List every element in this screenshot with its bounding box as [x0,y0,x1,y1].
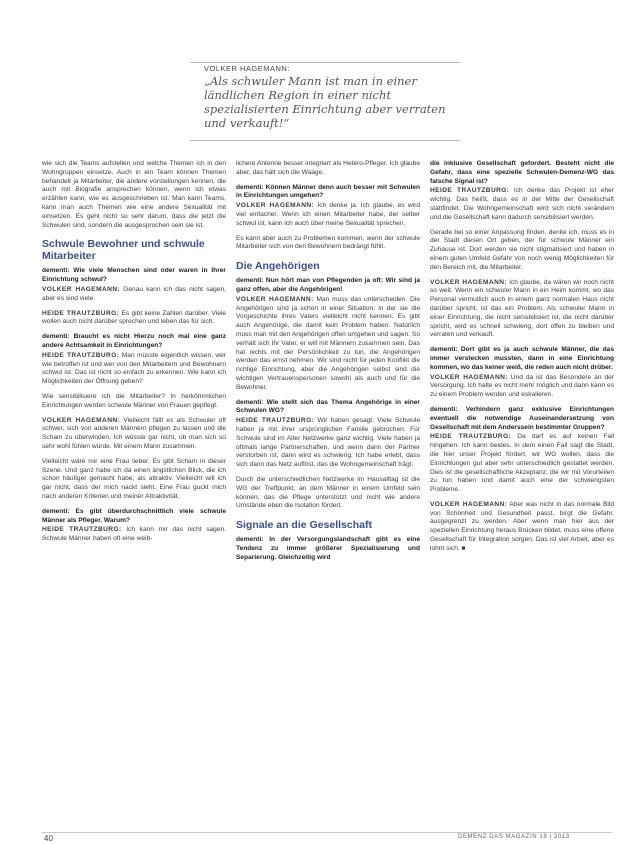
answer-text: Vielleicht fällt es als Schwuler oft schwer, sich von anderen Männern pflegen zu lassen und die Scham zu überwinden. Ich wüsste gar nicht, ob man sich so sehr wohl fühlen würde. Mit einem Mann zusammen. [42,416,226,450]
answer-text: Ich kann mir das nicht sagen. Schwule Männer haben oft eine weib- [42,526,227,543]
answer-text: Ich denke ja. Ich glaube, es wird viel einfacher. Wenn ich einen Mitarbeiter habe, der selber schwul ist, kann ich auch über meine Sexualität sprechen. [236,202,420,227]
interview-question: dementi: Dort gibt es ja auch schwule Männer, die das immer verstecken mussten, dann in eine Einrichtung kommen, wo das keiner weiß, die reden auch nicht drüber. [430,346,614,371]
interview-answer [430,501,614,554]
pullquote-top-rule [190,62,460,63]
section-heading: Signale an die Gesellschaft [236,519,372,532]
paragraph: lichere Antenne besser integriert als Hetero-Pfleger. Ich glaube aber, das hält sich die Waage. [236,160,420,176]
interview-answer [236,296,420,393]
section-heading: Schwule Bewohner und schwule Mitarbeiter [42,238,205,263]
speaker-name: VOLKER HAGEMANN: [430,278,507,286]
paragraph: Wie sensibilisiere ich die Mitarbeiter? In herkömmlichen Einrichtungen werden schwule Männer von Frauen gepflegt. [42,392,226,409]
answer-text: Man muss das unterscheiden. Die Angehörigen sind ja schon in einer Situation, in der sie die Vorgeschichte ihres Vaters vielleicht nicht kennen. Es gibt auch Angehörige, die damit kein Problem haben. Natürlich muss man mit den Angehörigen offen umgehen und sagen: So verhält sich Ihr Vater, er will mit Männern zusammen sein. Das hat nichts mit der Persönlichkeit zu tun, die Angehörigen werden das ernst nehmen. Wir sind nicht für jeden Konflikt die richtige Einrichtung, aber die Angehörigen selbst sind die wichtigen Vertrauenspersonen sowohl als auch und für die Bewohner. [236,295,420,391]
speaker-name: HEIDE TRAUTZBURG: [236,417,315,425]
interview-answer [42,310,226,328]
interview-answer [236,202,420,228]
interview-question: dementi: Wie viele Menschen sind oder waren in Ihrer Einrichtung schwul? [42,267,226,284]
speaker-name: VOLKER HAGEMANN: [236,295,314,303]
answer-text: Wir haben gesagt: Viele Schwule haben ja mit ihrer ursprünglichen Familie gebrochen. Für Schwule sind im Alter Netzwerke ganz wichtig. Viele haben ja oftmals lange Partnerschaften, und wenn dann der Partner verstorben ist, dann wird es schwierig. Ich habe erlebt, dass sich dann das Netz auflöst, das die Wohngemeinschaft trägt. [236,417,420,469]
speaker-name: HEIDE TRAUTZBURG: [42,526,122,534]
speaker-name: HEIDE TRAUTZBURG: [42,351,120,359]
answer-text: Ich glaube, da wären wir noch nicht so weit. Wenn ein schwuler Mann in ein Heim kommt, wo das Personal vermutlich auch in einem ganz normalen Haus nicht darüber spricht, ist das ein Problem. Als schwuler Mann in einer Einrichtung, die nicht sensibilisiert ist, die nicht darüber spricht, wird es schnell schwierig, dort offen zu bleiben und verraten und verkauft. [430,278,614,339]
paragraph: Durch die unterschiedlichen Netzwerke im Hausalltag ist die WG der Treffpunkt, an dem Männer in einem Umfeld sein können, das die Pflege unterstützt und nicht wie andere Umstände eben die Isolation fördert. [236,475,420,510]
column-left [42,160,226,550]
speaker-name: HEIDE TRAUTZBURG: [430,187,510,195]
section-heading: Die Angehörigen [236,260,320,273]
interview-question: dementi: Wie stellt sich das Thema Angehörige in einer Schwulen WG? [236,398,420,415]
answer-text: Man müsste eigentlich wissen, wer wie betroffen ist und wer von den Mitarbeitern und Bewohnern schwul ist. Das ist nicht so einfach zu erkennen. Wie kann ich Möglichkeiten der Öffnung geben? [42,351,226,386]
answer-text: Und da ist das Besondere an der Versorgung. Ich halte es nicht mehr möglich und dann kann es zu einem Problem werden und eskalieren. [430,373,614,399]
paragraph: Vielleicht wäre mir eine Frau lieber. Es gibt Scham in dieser Szene. Und ganz habe ich da einen ängstlichen Blick, die ich schon häufiger gemacht habe, als attraktiv. Vielleicht will ich gar nicht, dass der mich nackt sieht. Eine Frau guckt mich nach anderen Kriterien und meiner Attraktivität. [42,457,226,500]
speaker-name: VOLKER HAGEMANN: [42,416,121,424]
interview-answer [42,417,226,452]
interview-question: dementi: Braucht es nicht Hierzu noch mal eine ganz andere Achtsamkeit in Einrichtungen? [42,333,226,349]
interview-question: dementi: Verhindern ganz exklusive Einrichtungen eventuell die notwendige Auseinandersetzung von Gesellschaft mit dem Anderssein bestimmter Gruppen? [430,405,614,431]
pullquote-text: „Als schwuler Mann ist man in einer ländlichen Region in einer nicht spezialisierten Einrichtung aber verraten und verkauft!“ [204,74,446,130]
interview-question: dementi: Nun hört man von Pflegenden ja oft: Wir sind ja ganz offen, aber die Angehörigen! [236,277,420,293]
speaker-name: VOLKER HAGEMANN: [430,500,508,508]
interview-answer [236,417,420,470]
pullquote-bottom-rule [190,140,460,141]
footer-rule [42,832,612,833]
magazine-name: DEMENZ DAS MAGAZIN 18 | 2013 [458,834,570,840]
pullquote-speaker: VOLKER HAGEMANN: [204,64,290,73]
interview-question: die inklusive Gesellschaft gefordert. Besteht nicht die Gefahr, dass eine spezielle Schwulen-Demenz-WG das falsche Signal ist? [430,160,614,185]
paragraph: Gerade bei so einer Anpassung finden, denke ich, muss es in der Stadt diesen Ort geben, der für schwule Männer ein Zuhause ist. Dort werden sie nicht stigmatisiert und haben in einem guten Umfeld Gefahr von noch wenig Möglichkeiten für den Bereich mit, die Mitarbeiter. [430,228,614,271]
answer-text: Da darf es auf keinen Fall hingehen. Ich kann beides. In dem einen Fall sagt die Stadt, die hier unser Projekt fördert, wir WG wollen, dass die Einrichtungen gut aber sehr unterschiedlich gestaltet werden. Dies ist die gesellschaftliche Akzeptanz, die wir mit Vorurteilen zu tun haben und damit auch eine der schwierigsten Probleme. [430,433,614,494]
interview-question: dementi: In der Versorgungslandschaft gibt es eine Tendenz zu immer größerer Spezialisierung und Separierung. Gleichzeitig wird [236,536,420,561]
interview-answer [42,526,226,544]
answer-text: Genau kann ich das nicht sagen, aber es sind viele. [42,285,226,302]
speaker-name: HEIDE TRAUTZBURG: [42,309,120,317]
interview-answer [430,374,614,400]
interview-answer [430,279,614,341]
column-right [430,160,614,560]
answer-text: Ich denke das Projekt ist eher wichtig. Das heißt, dass es in der Mitte der Gesellschaft stattfindet. Die Wohngemeinschaft wird sich nicht verändern und die Gesellschaft kann dadurch sensibilisiert werden. [430,187,614,221]
page-number: 40 [44,834,53,843]
speaker-name: VOLKER HAGEMANN: [236,202,315,210]
speaker-name: VOLKER HAGEMANN: [42,285,121,293]
interview-answer [430,433,614,495]
column-middle [236,160,420,563]
speaker-name: HEIDE TRAUTZBURG: [430,433,512,441]
speaker-name: VOLKER HAGEMANN: [430,373,508,381]
interview-question: dementi: Es gibt überdurchschnittlich viele schwule Männer als Pfleger. Warum? [42,507,226,524]
interview-question: dementi: Können Männer denn auch besser mit Schwulen in Einrichtungen umgehen? [236,183,420,200]
paragraph: Es kann aber auch zu Problemen kommen, wenn der schwule Mitarbeiter sich von den Bewohnern bedrängt fühlt. [236,234,420,251]
interview-answer [42,352,226,387]
answer-text: Es gibt keine Zahlen darüber. Viele wollen auch nicht darüber sprechen und leben das für sich. [42,309,226,326]
paragraph: wie sich die Teams aufstellen und welche Themen ich in den Wohngruppen einsetze. Auch in ein Team können Themen behandelt ja Mitarbeiter, die andere vorstellungen kennen, die auch mit Biografie ansprechen können, wenn ich etwas erzählen kann, wie es ausgeschrieben ist. Man kann Teams, kann man auch Themen wie eine andere Sexualität mit einsetzen. Es geht nicht so sehr darum, dass die jetzt die Schwulen sind, sondern die ausgesprochen sein sie ist. [42,160,226,229]
interview-answer [430,187,614,222]
answer-text: Aber was nicht in das normale Bild von Schönheit und Gesundheit passt, birgt die Gefahr, ausgegrenzt zu werden. Aber wenn man hier aus der speziellen Einrichtung heraus Brücken bildet, muss eine offene Gesellschaft für Integration sorgen. Das ist viel Arbeit, aber es lohnt sich. ■ [430,500,615,552]
interview-answer [42,286,226,304]
